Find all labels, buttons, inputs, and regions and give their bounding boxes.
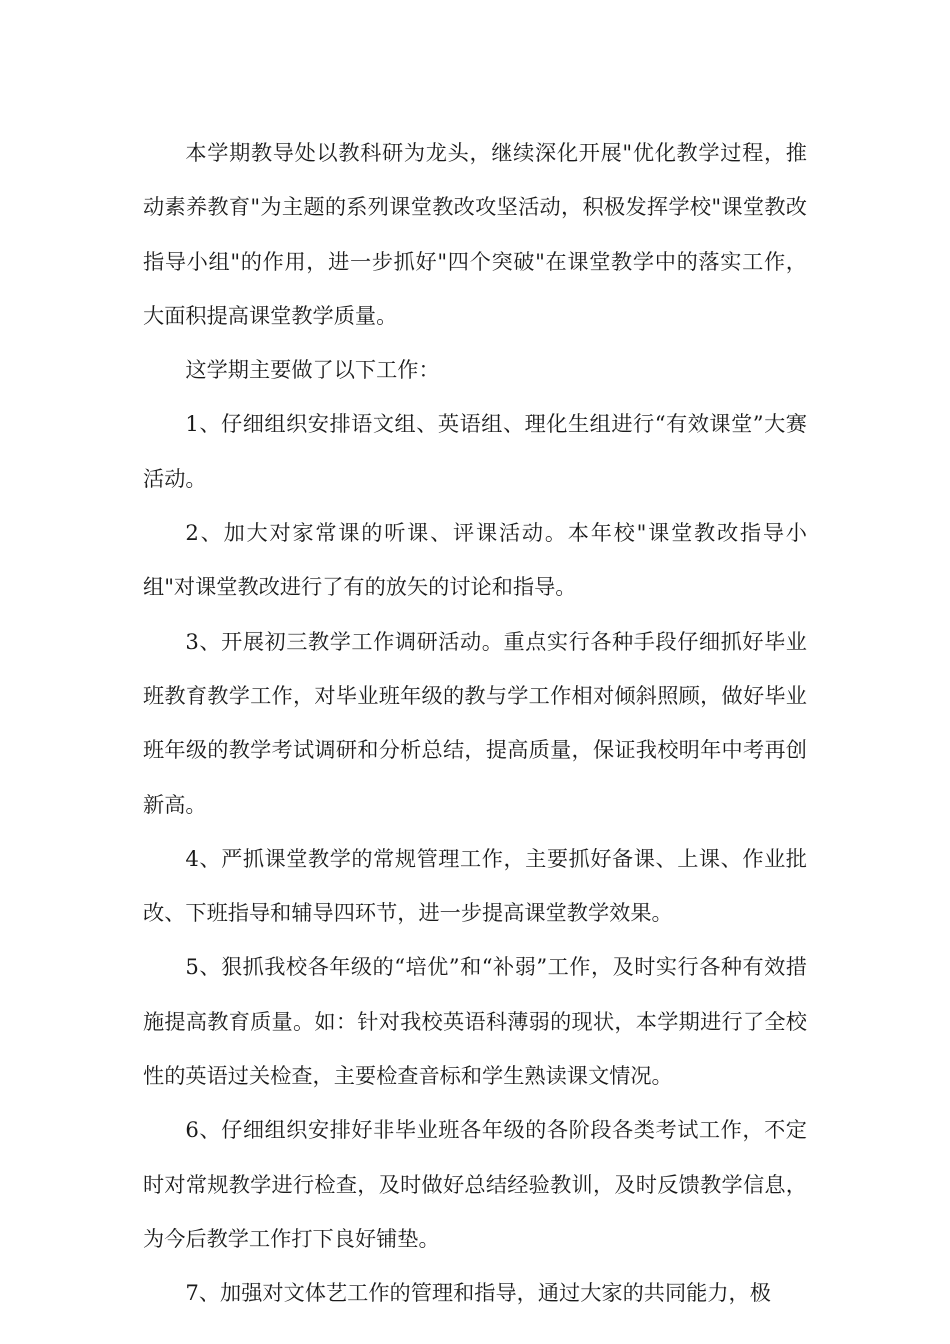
paragraph-item-7: 7、加强对文体艺工作的管理和指导，通过大家的共同能力，极 [185, 1280, 771, 1306]
paragraph-item-6: 6、仔细组织安排好非毕业班各年级的各阶段各类考试工作，不定时对常规教学进行检查，及时做好总结经验教训，及时反馈教学信息，为今后教学工作打下良好铺垫。 [143, 1117, 807, 1251]
paragraph-intro: 本学期教导处以教科研为龙头，继续深化开展"优化教学过程，推动素养教育"为主题的系列课堂教改攻坚活动，积极发挥学校"课堂教改指导小组"的作用，进一步抓好"四个突破"在课堂教学中的落实工作，大面积提高课堂教学质量。 [143, 140, 807, 328]
paragraph-item-1: 1、仔细组织安排语文组、英语组、理化生组进行“有效课堂”大赛活动。 [143, 411, 807, 491]
paragraph-summary-lead: 这学期主要做了以下工作： [185, 357, 440, 383]
paragraph-item-5: 5、狠抓我校各年级的“培优”和“补弱”工作，及时实行各种有效措施提高教育质量。如：针对我校英语科薄弱的现状，本学期进行了全校性的英语过关检查，主要检查音标和学生熟读课文情况。 [143, 954, 807, 1089]
paragraph-item-2: 2、加大对家常课的听课、评课活动。本年校"课堂教改指导小组"对课堂教改进行了有的放矢的讨论和指导。 [143, 520, 807, 600]
document-body [143, 126, 807, 1321]
paragraph-item-4: 4、严抓课堂教学的常规管理工作，主要抓好备课、上课、作业批改、下班指导和辅导四环节，进一步提高课堂教学效果。 [143, 845, 807, 926]
paragraph-item-3: 3、开展初三教学工作调研活动。重点实行各种手段仔细抓好毕业班教育教学工作，对毕业班年级的教与学工作相对倾斜照顾，做好毕业班年级的教学考试调研和分析总结，提高质量，保证我校明年中考再创新高。 [143, 628, 807, 817]
